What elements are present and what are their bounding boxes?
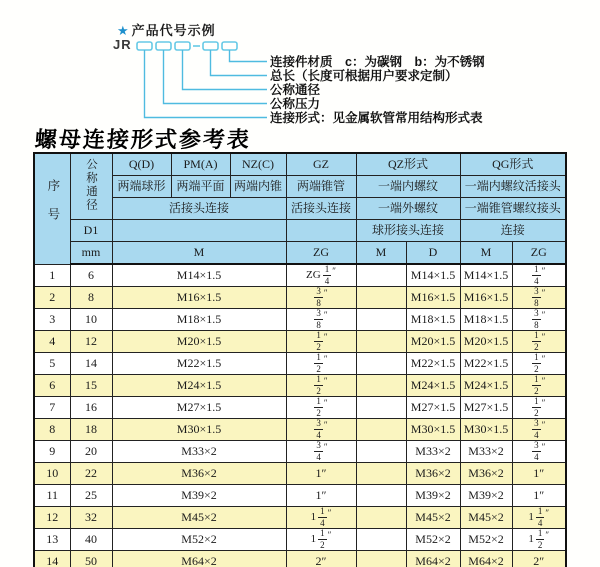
qg-zg-cell <box>512 331 566 353</box>
header-nominal-diameter: 公称通径 <box>70 153 112 220</box>
qg-m-cell: M52×2 <box>460 529 512 551</box>
seq-cell: 9 <box>34 441 70 463</box>
fraction-prefix: ZG <box>306 269 321 282</box>
dn-cell: 32 <box>70 507 112 529</box>
header-qz-connection: 球形接头连接 <box>356 220 460 242</box>
code-box-3 <box>175 42 190 50</box>
gz-zg-cell <box>286 331 356 353</box>
header-gz-connection: 活接头连接 <box>286 198 356 220</box>
fraction: $\frac{3}{8}$ <box>316 308 321 330</box>
qg-zg-cell <box>512 309 566 331</box>
qg-m-cell: M24×1.5 <box>460 375 512 397</box>
qz-d-cell: M18×1.5 <box>406 309 460 331</box>
header-qz-desc1: 一端内螺纹 <box>356 176 460 198</box>
callout-line-3 <box>183 50 268 90</box>
seq-cell: 5 <box>34 353 70 375</box>
fraction: $\frac{1}{4}$ <box>324 264 330 286</box>
dn-cell: 8 <box>70 287 112 309</box>
code-box-4 <box>203 42 218 50</box>
table-row <box>34 419 566 441</box>
gz-zg-cell <box>286 485 356 507</box>
seq-cell: 11 <box>34 485 70 507</box>
inch-mark: ″ <box>541 287 546 298</box>
dn-cell: 18 <box>70 419 112 441</box>
header-nz-desc: 两端内锥 <box>230 176 286 198</box>
star-icon: ★ <box>117 23 130 38</box>
callout-label-connection: 连接形式：见金属软管常用结构形式表 <box>270 111 483 125</box>
dn-cell: 25 <box>70 485 112 507</box>
dn-cell: 50 <box>70 551 112 567</box>
qg-zg-cell <box>512 551 566 567</box>
m-cell: M16×1.5 <box>112 287 286 309</box>
inch-mark: ″ <box>541 353 546 364</box>
qg-m-cell: M30×1.5 <box>460 419 512 441</box>
table-body <box>34 264 566 567</box>
dn-cell: 10 <box>70 309 112 331</box>
header-col-nz: NZ(C) <box>230 153 286 176</box>
cell-value: 1″ <box>533 466 545 481</box>
dn-cell: 20 <box>70 441 112 463</box>
cell-value: 1″ <box>533 488 545 503</box>
qg-m-cell: M27×1.5 <box>460 397 512 419</box>
qg-m-cell: M22×1.5 <box>460 353 512 375</box>
qg-m-cell: M36×2 <box>460 463 512 485</box>
inch-mark: ″ <box>541 309 546 320</box>
qz-m-cell <box>356 419 406 441</box>
m-cell: M36×2 <box>112 463 286 485</box>
header-qg-m: M <box>460 242 512 265</box>
seq-cell: 10 <box>34 463 70 485</box>
m-cell: M30×1.5 <box>112 419 286 441</box>
qz-d-cell: M64×2 <box>406 551 460 567</box>
m-cell: M39×2 <box>112 485 286 507</box>
callout-label-pressure: 公称压力 <box>270 97 321 111</box>
seq-cell: 8 <box>34 419 70 441</box>
fraction-prefix: 1 <box>528 511 534 524</box>
table-row <box>34 485 566 507</box>
table-row <box>34 287 566 309</box>
qz-m-cell <box>356 397 406 419</box>
table-row <box>34 551 566 567</box>
header-blank-qpmnz <box>112 220 286 242</box>
gz-zg-cell <box>286 551 356 567</box>
table-row <box>34 397 566 419</box>
gz-zg-cell <box>286 375 356 397</box>
inch-mark: ″ <box>327 507 332 518</box>
header-seq: 序号 <box>34 153 70 264</box>
fraction: $\frac{1}{2}$ <box>320 528 325 550</box>
qz-m-cell <box>356 264 406 287</box>
table-row <box>34 441 566 463</box>
qg-m-cell: M33×2 <box>460 441 512 463</box>
qz-m-cell <box>356 309 406 331</box>
qg-zg-cell <box>512 529 566 551</box>
fraction-prefix: 1 <box>310 533 317 546</box>
seq-cell: 7 <box>34 397 70 419</box>
m-cell: M20×1.5 <box>112 331 286 353</box>
fraction: $\frac{1}{2}$ <box>316 330 321 352</box>
inch-mark: ″ <box>541 265 546 276</box>
qg-zg-cell <box>512 353 566 375</box>
gz-zg-cell <box>286 309 356 331</box>
fraction: $\frac{1}{4}$ <box>537 506 543 528</box>
qg-zg-cell <box>512 264 566 287</box>
dn-cell: 16 <box>70 397 112 419</box>
gz-zg-cell <box>286 419 356 441</box>
inch-mark: ″ <box>541 331 546 342</box>
table-title: 螺母连接形式参考表 <box>34 127 252 152</box>
dn-cell: 14 <box>70 353 112 375</box>
inch-mark: ″ <box>323 353 328 364</box>
gz-zg-cell <box>286 287 356 309</box>
qz-d-cell: M45×2 <box>406 507 460 529</box>
table-row <box>34 353 566 375</box>
header-gz-desc: 两端锥管 <box>286 176 356 198</box>
inch-mark: ″ <box>323 287 328 298</box>
header-mm: mm <box>70 242 112 265</box>
fraction: $\frac{3}{8}$ <box>534 308 539 330</box>
seq-cell: 13 <box>34 529 70 551</box>
table-row <box>34 507 566 529</box>
qz-d-cell: M39×2 <box>406 485 460 507</box>
qz-m-cell <box>356 507 406 529</box>
header-d1: D1 <box>70 220 112 242</box>
fraction: $\frac{3}{8}$ <box>316 286 321 308</box>
m-cell: M64×2 <box>112 551 286 567</box>
m-cell: M52×2 <box>112 529 286 551</box>
header-qpmnz-connection: 活接头连接 <box>112 198 286 220</box>
inch-mark: ″ <box>323 419 328 430</box>
dn-cell: 40 <box>70 529 112 551</box>
seq-cell: 12 <box>34 507 70 529</box>
fraction: $\frac{1}{2}$ <box>537 528 543 550</box>
qg-m-cell: M20×1.5 <box>460 331 512 353</box>
callout-line-2 <box>211 50 268 76</box>
code-box-2 <box>156 42 171 50</box>
inch-mark: ″ <box>541 419 546 430</box>
qz-d-cell: M52×2 <box>406 529 460 551</box>
qg-m-cell: M45×2 <box>460 507 512 529</box>
inch-mark: ″ <box>323 331 328 342</box>
header-col-pm: PM(A) <box>171 153 230 176</box>
fraction: $\frac{1}{2}$ <box>534 374 539 396</box>
table-row <box>34 529 566 551</box>
qz-d-cell: M16×1.5 <box>406 287 460 309</box>
fraction: $\frac{1}{2}$ <box>316 374 321 396</box>
m-cell: M45×2 <box>112 507 286 529</box>
fraction: $\frac{1}{4}$ <box>534 264 539 286</box>
header-col-qz: QZ形式 <box>356 153 460 176</box>
cell-value: 2″ <box>315 554 327 567</box>
cell-value: 1″ <box>315 466 327 481</box>
inch-mark: ″ <box>545 507 550 518</box>
fraction: $\frac{1}{2}$ <box>534 396 539 418</box>
header-qg-desc2: 一端锥管螺纹接头 <box>460 198 566 220</box>
header-q-desc: 两端球形 <box>112 176 171 198</box>
fraction-prefix: 1 <box>528 533 534 546</box>
code-box-5 <box>222 42 237 50</box>
qz-m-cell <box>356 441 406 463</box>
fraction: $\frac{1}{2}$ <box>534 330 539 352</box>
inch-mark: ″ <box>327 529 332 540</box>
header-col-q: Q(D) <box>112 153 171 176</box>
gz-zg-cell <box>286 397 356 419</box>
fraction: $\frac{3}{4}$ <box>316 418 321 440</box>
fraction: $\frac{3}{4}$ <box>316 440 321 462</box>
header-qg-zg: ZG <box>512 242 566 265</box>
gz-zg-cell <box>286 353 356 375</box>
inch-mark: ″ <box>332 265 336 276</box>
inch-mark: ″ <box>323 441 328 452</box>
table-row <box>34 331 566 353</box>
cell-value: 2″ <box>533 554 545 567</box>
qg-zg-cell <box>512 287 566 309</box>
qz-m-cell <box>356 463 406 485</box>
qz-m-cell <box>356 485 406 507</box>
header-col-gz: GZ <box>286 153 356 176</box>
inch-mark: ″ <box>541 397 546 408</box>
dn-cell: 6 <box>70 264 112 287</box>
qz-d-cell: M27×1.5 <box>406 397 460 419</box>
fraction-prefix: 1 <box>310 511 317 524</box>
qz-m-cell <box>356 353 406 375</box>
gz-zg-cell <box>286 463 356 485</box>
fraction: $\frac{1}{2}$ <box>316 396 321 418</box>
gz-zg-cell <box>286 507 356 529</box>
gz-zg-cell <box>286 529 356 551</box>
cell-value: 1″ <box>315 488 327 503</box>
qz-m-cell <box>356 331 406 353</box>
callout-label-length: 总长（长度可根据用户要求定制） <box>270 69 458 83</box>
gz-zg-cell <box>286 264 356 287</box>
m-cell: M22×1.5 <box>112 353 286 375</box>
qg-zg-cell <box>512 485 566 507</box>
header-pm-desc: 两端平面 <box>171 176 230 198</box>
seq-cell: 1 <box>34 264 70 287</box>
nut-connection-reference-table <box>33 152 567 567</box>
fraction: $\frac{3}{4}$ <box>534 440 539 462</box>
m-cell: M18×1.5 <box>112 309 286 331</box>
m-cell: M24×1.5 <box>112 375 286 397</box>
qg-m-cell: M39×2 <box>460 485 512 507</box>
qg-m-cell: M64×2 <box>460 551 512 567</box>
qz-d-cell: M33×2 <box>406 441 460 463</box>
callout-label-diameter: 公称通径 <box>270 83 321 97</box>
qz-d-cell: M36×2 <box>406 463 460 485</box>
qg-zg-cell <box>512 375 566 397</box>
table-row <box>34 264 566 287</box>
fraction: $\frac{3}{8}$ <box>534 286 539 308</box>
qg-m-cell: M18×1.5 <box>460 309 512 331</box>
qz-m-cell <box>356 375 406 397</box>
inch-mark: ″ <box>545 529 550 540</box>
header-col-qg: QG形式 <box>460 153 566 176</box>
header-qz-d: D <box>406 242 460 265</box>
fraction: $\frac{3}{4}$ <box>534 418 539 440</box>
code-box-1 <box>137 42 152 50</box>
header-blank-gz <box>286 220 356 242</box>
inch-mark: ″ <box>541 441 546 452</box>
qg-zg-cell <box>512 419 566 441</box>
dn-cell: 15 <box>70 375 112 397</box>
inch-mark: ″ <box>541 375 546 386</box>
header-gz-unit: ZG <box>286 242 356 265</box>
qz-d-cell: M20×1.5 <box>406 331 460 353</box>
header-qz-m: M <box>356 242 406 265</box>
table-row <box>34 463 566 485</box>
qz-d-cell: M14×1.5 <box>406 264 460 287</box>
m-cell: M27×1.5 <box>112 397 286 419</box>
inch-mark: ″ <box>323 309 328 320</box>
fraction: $\frac{1}{2}$ <box>316 352 321 374</box>
qz-m-cell <box>356 551 406 567</box>
dn-cell: 12 <box>70 331 112 353</box>
header-qg-connection: 连接 <box>460 220 566 242</box>
seq-cell: 3 <box>34 309 70 331</box>
seq-cell: 2 <box>34 287 70 309</box>
header-qz-desc2: 一端外螺纹 <box>356 198 460 220</box>
qz-d-cell: M22×1.5 <box>406 353 460 375</box>
m-cell: M14×1.5 <box>112 264 286 287</box>
callout-line-1 <box>230 50 268 62</box>
seq-cell: 6 <box>34 375 70 397</box>
qz-m-cell <box>356 287 406 309</box>
header-qg-desc1: 一端内螺纹活接头 <box>460 176 566 198</box>
inch-mark: ″ <box>323 375 328 386</box>
qz-d-cell: M30×1.5 <box>406 419 460 441</box>
seq-cell: 4 <box>34 331 70 353</box>
table-row <box>34 309 566 331</box>
gz-zg-cell <box>286 441 356 463</box>
qg-m-cell: M14×1.5 <box>460 264 512 287</box>
inch-mark: ″ <box>323 397 328 408</box>
m-cell: M33×2 <box>112 441 286 463</box>
qg-zg-cell <box>512 397 566 419</box>
product-code-prefix: JR <box>113 37 132 52</box>
qz-d-cell: M24×1.5 <box>406 375 460 397</box>
diagram-title-text: 产品代号示例 <box>131 23 216 38</box>
qz-m-cell <box>356 529 406 551</box>
callout-line-4 <box>164 50 268 104</box>
dn-cell: 22 <box>70 463 112 485</box>
fraction: $\frac{1}{2}$ <box>534 352 539 374</box>
qg-m-cell: M16×1.5 <box>460 287 512 309</box>
qg-zg-cell <box>512 463 566 485</box>
table-row <box>34 375 566 397</box>
header-m-unit: M <box>112 242 286 265</box>
qg-zg-cell <box>512 441 566 463</box>
qg-zg-cell <box>512 507 566 529</box>
seq-cell: 14 <box>34 551 70 567</box>
callout-label-material: 连接件材质 c：为碳钢 b：为不锈钢 <box>270 55 485 69</box>
fraction: $\frac{1}{4}$ <box>320 506 325 528</box>
